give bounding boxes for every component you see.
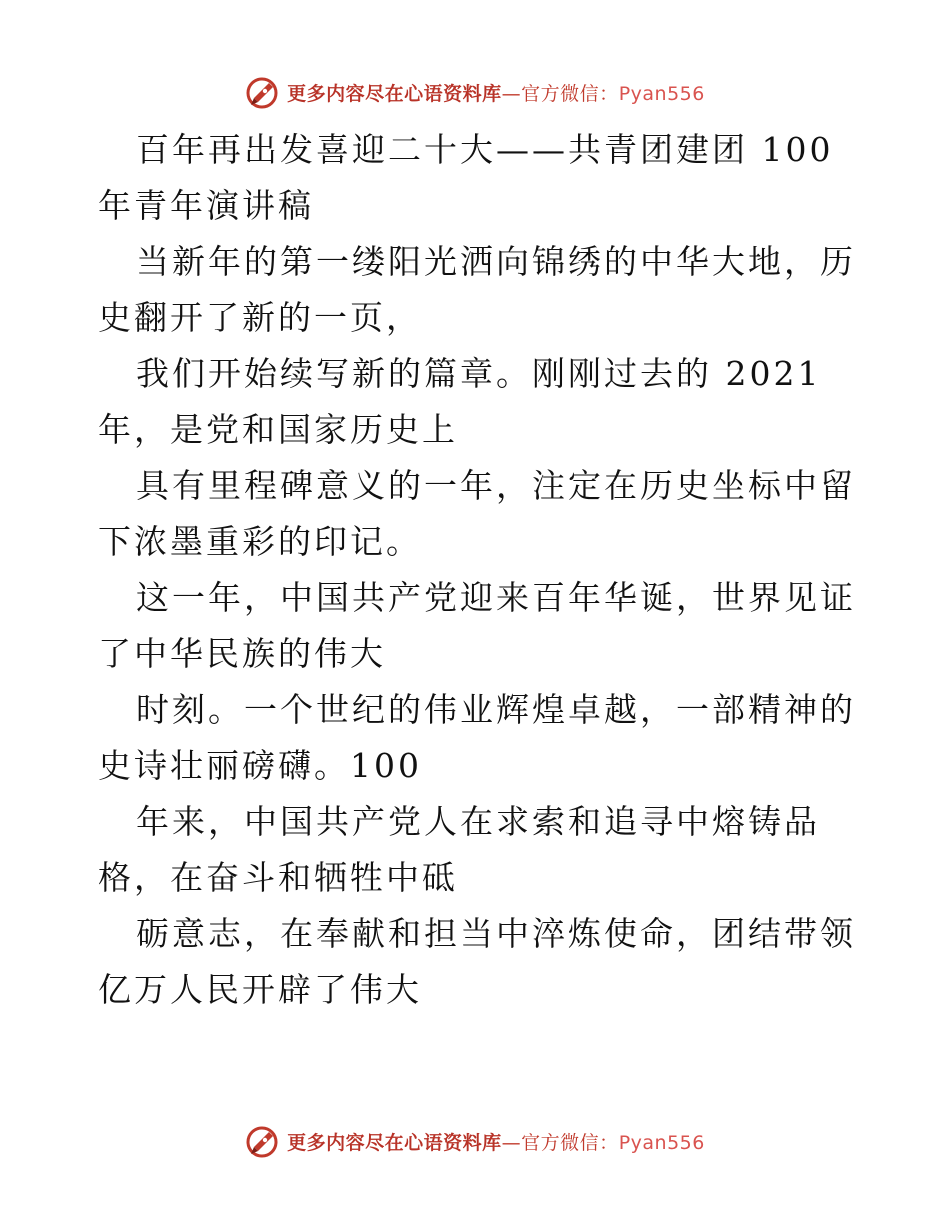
footer-separator: — [501, 1131, 522, 1154]
footer-wechat-label: 官方微信： [521, 1131, 619, 1154]
paragraph: 年来，中国共产党人在求索和追寻中熔铸品格，在奋斗和牺牲中砥 [98, 802, 820, 897]
footer-site-name: 更多内容尽在心语资料库 [287, 1131, 502, 1154]
header-wechat-label: 官方微信： [521, 82, 619, 105]
document-body [98, 122, 858, 1018]
paragraph: 砺意志，在奉献和担当中淬炼使命，团结带领亿万人民开辟了伟大 [98, 914, 856, 1009]
paragraph-title: 百年再出发喜迎二十大——共青团建团 100 年青年演讲稿 [98, 130, 834, 225]
paragraph: 具有里程碑意义的一年，注定在历史坐标中留下浓墨重彩的印记。 [98, 466, 856, 561]
header-separator: — [501, 82, 522, 105]
pen-logo-icon [245, 1123, 281, 1159]
header-site-name: 更多内容尽在心语资料库 [287, 82, 502, 105]
footer-banner-text [287, 1128, 705, 1155]
paragraph: 时刻。一个世纪的伟业辉煌卓越，一部精神的史诗壮丽磅礴。100 [98, 690, 856, 785]
footer-banner[interactable] [0, 1121, 950, 1161]
paragraph: 这一年，中国共产党迎来百年华诞，世界见证了中华民族的伟大 [98, 578, 856, 673]
header-banner-text [287, 79, 705, 106]
paragraph: 当新年的第一缕阳光洒向锦绣的中华大地，历史翻开了新的一页， [98, 242, 856, 337]
header-wechat-id: Pyan556 [618, 82, 705, 105]
paragraph: 我们开始续写新的篇章。刚刚过去的 2021 年，是党和国家历史上 [98, 354, 822, 449]
header-banner[interactable] [0, 72, 950, 112]
footer-wechat-id: Pyan556 [618, 1131, 705, 1154]
pen-logo-icon [245, 74, 281, 110]
